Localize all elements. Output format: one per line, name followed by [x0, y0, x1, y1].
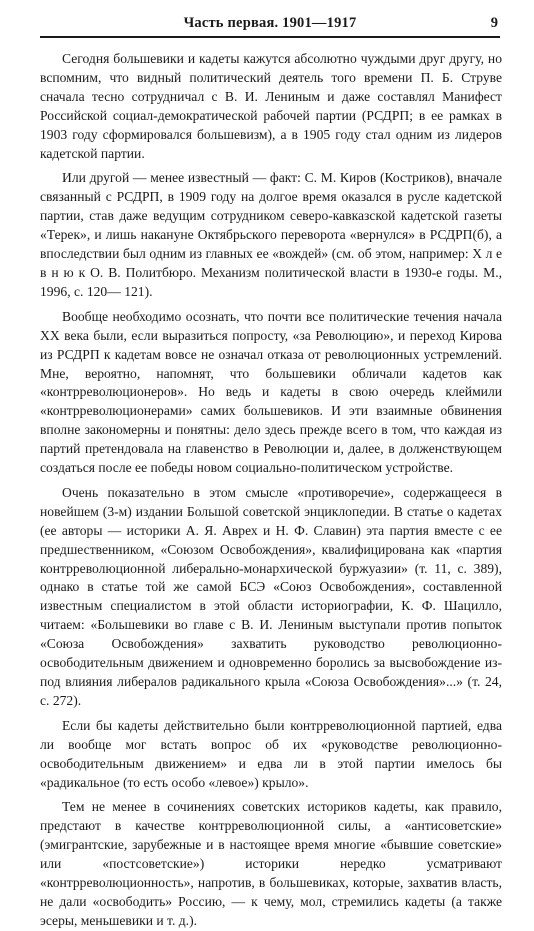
body-text — [40, 50, 502, 931]
paragraph: Вообще необходимо осознать, что почти все политические течения начала XX века были, если выразиться попросту, «за Революцию», и переход Кирова из РСДРП к кадетам вовсе не означал отказа от революционных устремлений. Мне, вероятно, напомнят, что большевики обличали кадетов как «контрреволюционеров». Но ведь и кадеты в свою очередь клеймили «контрреволюционерами» самих большевиков. И эти взаимные обвинения вполне закономерны и понятны: дело здесь прежде всего в том, что каждая из партий претендовала на главенство в Революции и, далее, в долженствующем создаться после ее победы новом социально-политическом устройстве. — [40, 308, 502, 476]
paragraph: Или другой — менее известный — факт: С. М. Киров (Костриков), вначале связанный с РСДРП, в 1909 году на долгое время оказался в русле кадетской партии, став даже ведущим сотрудником северо-кавказской кадетской газеты «Терек», и лишь накануне Октябрьского переворота «вернулся» в РСДРП(б), а впоследствии был одним из главных ее «вождей» (см. об этом, например: Х л е в н ю к О. В. Политбюро. Механизм политической власти в 1930-е годы. М., 1996, с. 120— 121). — [40, 170, 502, 299]
running-header-title: Часть первая. 1901—1917 — [183, 15, 357, 31]
paragraph: Сегодня большевики и кадеты кажутся абсолютно чуждыми друг другу, но вспомним, что видный политический деятель того времени П. Б. Струве сначала тесно сотрудничал с В. И. Лениным и даже составлял Манифест Российской социал-демократической рабочей партии (РСДРП; в ее рамках в 1903 году сформировался большевизм), а в 1905 году стал одним из лидеров кадетской партии. — [40, 51, 502, 161]
paragraph: Очень показательно в этом смысле «противоречие», содержащееся в новейшем (3-м) издании Большой советской энциклопедии. В статье о кадетах (ее авторы — историки А. Я. Аврех и Н. Ф. Славин) эта партия вместе с ее предшественником, «Союзом Освобождения», квалифицирована как «партия контрреволюционной либерально-монархической буржуазии» (т. 11, с. 389), однако в статье той же самой БСЭ «Союз Освобождения», составленной известным специалистом в этой области историографии, К. Ф. Шацилло, читаем: «Большевики во главе с В. И. Лениным выступали против попыток «Союза Освобождения» захватить руководство революционно-освободительным движением и одновременно боролись за высвобождение из-под влияния либералов радикального крыла «Союза Освобождения»...» (т. 24, с. 272). — [40, 484, 502, 708]
page-number: 9 — [490, 15, 498, 31]
paragraph: Тем не менее в сочинениях советских историков кадеты, как правило, предстают в качестве контрреволюционной силы, а «антисоветские» (эмигрантские, зарубежные и в настоящее время многие «бывшие советские» или «постсоветские») историки нередко усматривают «контрреволюционность», напротив, в большевиках, которые, захватив власть, не дали «освободить» Россию, — к чему, мол, стремились кадеты (а также эсеры, меньшевики и т. д.). — [40, 799, 502, 928]
paragraph: Если бы кадеты действительно были контрреволюционной партией, едва ли вообще мог встать вопрос об их «руководстве революционно-освободительным движением» и едва ли в этой партии имелось бы «радикальное (то есть особо «левое») крыло». — [40, 717, 502, 790]
running-header — [40, 14, 500, 38]
